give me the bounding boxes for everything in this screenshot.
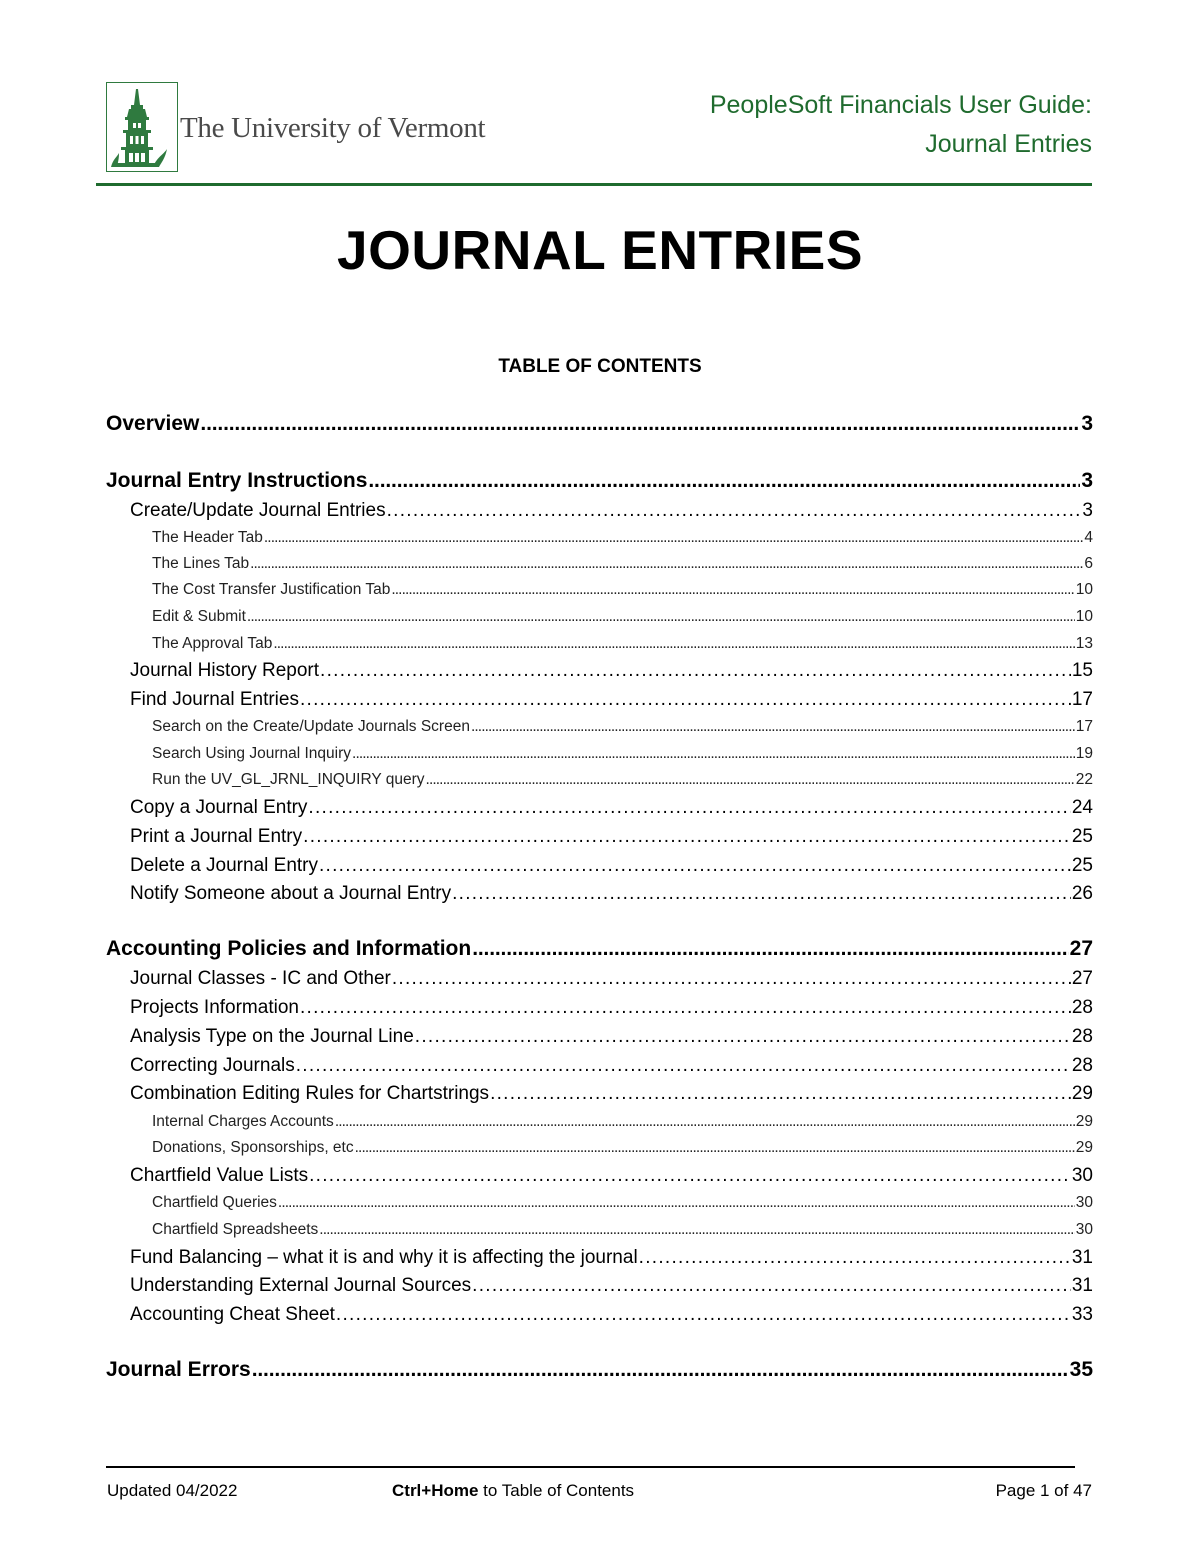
toc-entry[interactable] <box>152 529 1093 547</box>
toc-dot-leader <box>336 1304 1071 1326</box>
toc-entry-page: 13 <box>1075 635 1093 652</box>
toc-dot-leader <box>300 997 1071 1019</box>
toc-entry-page: 29 <box>1071 1083 1093 1104</box>
toc-entry-label: Search on the Create/Update Journals Screen <box>152 718 470 735</box>
toc-entry[interactable] <box>152 745 1093 763</box>
toc-entry-page: 29 <box>1075 1139 1093 1156</box>
toc-dot-leader <box>320 660 1071 682</box>
toc-entry-label: Projects Information <box>130 997 299 1018</box>
toc-entry-page: 17 <box>1075 718 1093 735</box>
toc-entry-page: 30 <box>1075 1221 1093 1238</box>
toc-entry-label: Copy a Journal Entry <box>130 797 308 818</box>
toc-dot-leader <box>335 1113 1075 1131</box>
toc-entry-page: 30 <box>1071 1165 1093 1186</box>
toc-entry[interactable] <box>152 608 1093 626</box>
toc-entry[interactable] <box>130 1165 1093 1187</box>
toc-entry-label: Donations, Sponsorships, etc <box>152 1139 354 1156</box>
toc-entry-page: 17 <box>1071 689 1093 710</box>
toc-dot-leader <box>639 1247 1071 1269</box>
toc-entry-page: 22 <box>1075 771 1093 788</box>
toc-dot-leader <box>391 581 1074 599</box>
toc-entry-page: 25 <box>1071 855 1093 876</box>
toc-entry-label: Find Journal Entries <box>130 689 299 710</box>
toc-dot-leader <box>352 745 1075 763</box>
toc-dot-leader <box>426 771 1075 789</box>
toc-entry-label: Edit & Submit <box>152 608 246 625</box>
toc-entry[interactable] <box>152 718 1093 736</box>
toc-dot-leader <box>252 1358 1069 1382</box>
toc-entry[interactable] <box>130 883 1093 905</box>
toc-entry[interactable] <box>130 1304 1093 1326</box>
toc-entry-page: 31 <box>1071 1247 1093 1268</box>
toc-dot-leader <box>392 968 1071 990</box>
toc-dot-leader <box>355 1139 1075 1157</box>
toc-entry-label: Journal Errors <box>106 1358 251 1381</box>
toc-entry-label: Accounting Cheat Sheet <box>130 1304 335 1325</box>
toc-entry-page: 28 <box>1071 1026 1093 1047</box>
toc-entry[interactable] <box>152 581 1093 599</box>
toc-entry-page: 31 <box>1071 1275 1093 1296</box>
toc-entry-page: 3 <box>1081 469 1093 492</box>
toc-entry-page: 27 <box>1071 968 1093 989</box>
toc-dot-leader <box>452 883 1071 905</box>
toc-entry-label: The Approval Tab <box>152 635 273 652</box>
toc-entry-page: 3 <box>1081 412 1093 435</box>
toc-entry-label: Journal History Report <box>130 660 320 681</box>
toc-entry-page: 30 <box>1075 1194 1093 1211</box>
toc-entry-label: Correcting Journals <box>130 1055 295 1076</box>
toc-entry-page: 35 <box>1069 1358 1093 1381</box>
toc-dot-leader <box>247 608 1075 626</box>
toc-entry[interactable] <box>152 555 1093 573</box>
toc-dot-leader <box>415 1026 1071 1048</box>
toc-entry-page: 24 <box>1071 797 1093 818</box>
toc-entry[interactable] <box>130 797 1093 819</box>
toc-entry-page: 19 <box>1075 745 1093 762</box>
toc-entry-page: 27 <box>1069 937 1093 960</box>
toc-entry-label: Delete a Journal Entry <box>130 855 318 876</box>
footer-divider <box>106 1466 1075 1468</box>
toc-entry[interactable] <box>130 1055 1093 1077</box>
toc-entry-label: Print a Journal Entry <box>130 826 303 847</box>
toc-entry-label: The Lines Tab <box>152 555 250 572</box>
toc-entry[interactable] <box>130 500 1093 522</box>
toc-entry[interactable] <box>152 1194 1093 1212</box>
toc-entry-page: 28 <box>1071 997 1093 1018</box>
toc-entry[interactable] <box>130 1026 1093 1048</box>
toc-entry[interactable] <box>152 1113 1093 1131</box>
toc-entry[interactable] <box>106 937 1093 961</box>
toc-entry-label: Notify Someone about a Journal Entry <box>130 883 452 904</box>
toc-entry-label: Journal Classes - IC and Other <box>130 968 391 989</box>
toc-entry-page: 6 <box>1084 555 1093 572</box>
toc-entry-label: Understanding External Journal Sources <box>130 1275 472 1296</box>
toc-dot-leader <box>278 1194 1075 1212</box>
document-title: JOURNAL ENTRIES <box>337 219 863 281</box>
guide-title-line-1: PeopleSoft Financials User Guide: <box>709 91 1092 119</box>
toc-dot-leader <box>472 1275 1071 1297</box>
toc-entry-page: 25 <box>1071 826 1093 847</box>
toc-entry-label: Analysis Type on the Journal Line <box>130 1026 414 1047</box>
toc-entry-page: 15 <box>1071 660 1093 681</box>
toc-dot-leader <box>309 1165 1071 1187</box>
footer-shortcut-text: to Table of Contents <box>478 1481 635 1500</box>
toc-entry-page: 28 <box>1071 1055 1093 1076</box>
toc-entry-label: The Header Tab <box>152 529 263 546</box>
toc-entry-page: 33 <box>1071 1304 1093 1325</box>
footer-shortcut <box>392 1481 634 1501</box>
toc-entry-page: 4 <box>1084 529 1093 546</box>
toc-entry[interactable] <box>152 771 1093 789</box>
toc-entry-label: Create/Update Journal Entries <box>130 500 386 521</box>
toc-dot-leader <box>300 689 1071 711</box>
toc-entry-label: Fund Balancing – what it is and why it is affecting the journal <box>130 1247 638 1268</box>
toc-entry[interactable] <box>130 660 1093 682</box>
toc-dot-leader <box>387 500 1082 522</box>
toc-dot-leader <box>303 826 1071 848</box>
toc-entry-page: 10 <box>1075 581 1093 598</box>
toc-entry-label: Search Using Journal Inquiry <box>152 745 352 762</box>
toc-dot-leader <box>273 635 1074 653</box>
toc-heading: TABLE OF CONTENTS <box>498 356 702 377</box>
toc-dot-leader <box>472 937 1068 961</box>
toc-entry-page: 3 <box>1082 500 1093 521</box>
toc-entry[interactable] <box>152 1139 1093 1157</box>
toc-entry[interactable] <box>152 635 1093 653</box>
toc-dot-leader <box>250 555 1083 573</box>
toc-entry[interactable] <box>130 1083 1093 1105</box>
toc-entry[interactable] <box>130 1275 1093 1297</box>
guide-title-line-2: Journal Entries <box>925 130 1092 158</box>
toc-entry[interactable] <box>106 1358 1093 1382</box>
toc-entry-label: The Cost Transfer Justification Tab <box>152 581 391 598</box>
toc-entry[interactable] <box>130 855 1093 877</box>
toc-dot-leader <box>264 529 1084 547</box>
logo-wordmark: The University of Vermont <box>180 112 486 144</box>
toc-dot-leader <box>296 1055 1071 1077</box>
toc-entry-label: Journal Entry Instructions <box>106 469 368 492</box>
toc-dot-leader <box>368 469 1080 493</box>
toc-entry-label: Chartfield Value Lists <box>130 1165 309 1186</box>
toc-entry-label: Run the UV_GL_JRNL_INQUIRY query <box>152 771 425 788</box>
toc-entry[interactable] <box>130 968 1093 990</box>
toc-entry-page: 29 <box>1075 1113 1093 1130</box>
toc-entry[interactable] <box>106 412 1093 436</box>
toc-entry[interactable] <box>106 469 1093 493</box>
footer-updated: Updated 04/2022 <box>107 1481 238 1500</box>
toc-dot-leader <box>200 412 1080 436</box>
toc-dot-leader <box>490 1083 1071 1105</box>
toc-entry-page: 26 <box>1071 883 1093 904</box>
toc-entry[interactable] <box>130 689 1093 711</box>
toc-entry-label: Combination Editing Rules for Chartstrings <box>130 1083 490 1104</box>
toc-entry-label: Chartfield Spreadsheets <box>152 1221 319 1238</box>
toc-entry[interactable] <box>130 997 1093 1019</box>
toc-dot-leader <box>308 797 1070 819</box>
footer-shortcut-key: Ctrl+Home <box>392 1481 479 1500</box>
toc-entry[interactable] <box>152 1221 1093 1239</box>
toc-entry[interactable] <box>130 826 1093 848</box>
toc-entry-label: Overview <box>106 412 200 435</box>
footer-page-info: Page 1 of 47 <box>995 1481 1092 1500</box>
toc-entry-label: Accounting Policies and Information <box>106 937 472 960</box>
toc-entry[interactable] <box>130 1247 1093 1269</box>
toc-dot-leader <box>319 1221 1074 1239</box>
toc-entry-label: Chartfield Queries <box>152 1194 277 1211</box>
toc-entry-page: 10 <box>1075 608 1093 625</box>
toc-entry-label: Internal Charges Accounts <box>152 1113 334 1130</box>
toc-dot-leader <box>319 855 1071 877</box>
toc-dot-leader <box>471 718 1075 736</box>
